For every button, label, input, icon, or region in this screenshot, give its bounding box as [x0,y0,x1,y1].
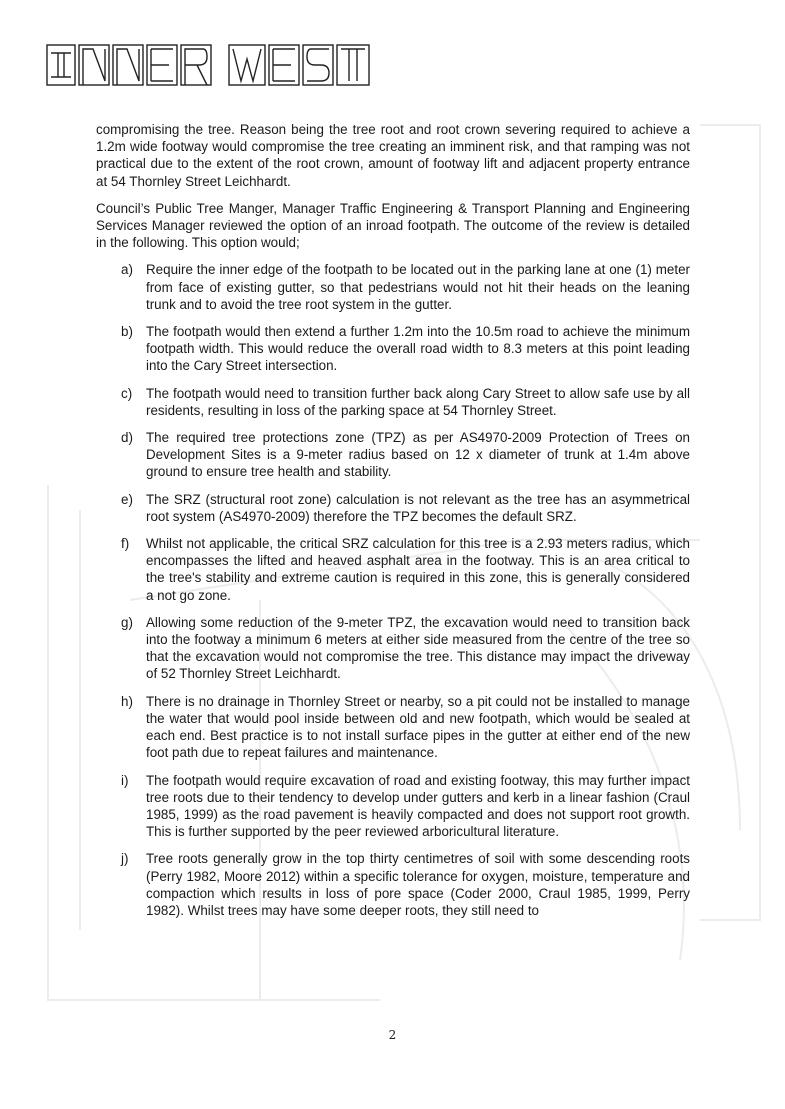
list-item-text: The footpath would need to transition further back along Cary Street to allow safe use by all residents, resulting in loss of the parking space at 54 Thornley Street. [146,385,690,418]
list-marker: f) [121,536,130,552]
list-item-text: The required tree protections zone (TPZ) as per AS4970-2009 Protection of Trees on Development Sites is a 9-meter radius based on 12 x diameter of trunk at 1.4m above ground to ensure tree health and stability. [146,430,690,480]
list-item [96,772,690,841]
list-item-text: Tree roots generally grow in the top thirty centimetres of soil with some descending roots (Perry 1982, Moore 2012) within a specific tolerance for oxygen, moisture, temperature and compaction which results in loss of pore space (Coder 2000, Craul 1985, 1999, Perry 1982). Whilst trees may have some deeper roots, they still need to [146,851,690,918]
list-item [96,261,690,313]
paragraph-2: Council’s Public Tree Manger, Manager Traffic Engineering & Transport Planning and Engineering Services Manager reviewed the option of an inroad footpath. The outcome of the review is detailed in the following. This option would; [96,200,690,251]
list-item [96,614,690,683]
list-marker: d) [121,430,133,446]
list-marker: c) [121,385,133,401]
list-marker: a) [121,262,133,278]
list-marker: b) [121,324,133,340]
list-marker: g) [121,614,133,630]
list-item-text: The footpath would require excavation of road and existing footway, this may further impact tree roots due to their tendency to develop under gutters and kerb in a linear fashion (Craul 1985, 1999) as the road pavement is heavily compacted and does not support root growth. This is further supported by the peer reviewed arboricultural literature. [146,772,690,840]
list-marker: j) [121,851,129,867]
document-body [96,121,690,929]
list-marker: e) [121,491,133,507]
list-item [96,385,690,419]
list-marker: h) [121,693,133,709]
inner-west-logo [46,44,386,86]
paragraph-1: compromising the tree. Reason being the tree root and root crown severing required to achieve a 1.2m wide footway would compromise the tree creating an imminent risk, and that ramping was not practical due to the extent of the root crown, amount of footway lift and adjacent property entrance at 54 Thornley Street Leichhardt. [96,122,690,189]
list-item-text: The SRZ (structural root zone) calculation is not relevant as the tree has an asymmetrical root system (AS4970-2009) therefore the TPZ becomes the default SRZ. [146,491,690,524]
list-item-text: The footpath would then extend a further 1.2m into the 10.5m road to achieve the minimum footpath width. This would reduce the overall road width to 8.3 meters at this point leading into the Cary Street intersection. [146,324,690,374]
list-item-text: Require the inner edge of the footpath to be located out in the parking lane at one (1) meter from face of existing gutter, so that pedestrians would not hit their heads on the leaning trunk and to avoid the tree root system in the gutter. [146,262,690,312]
page-number: 2 [388,1028,397,1042]
list-item [96,491,690,525]
list-item [96,693,690,762]
list-item [96,850,690,919]
list-marker: i) [121,772,129,788]
list-item [96,535,690,604]
list-item [96,429,690,481]
list-item-text: Allowing some reduction of the 9-meter TPZ, the excavation would need to transition back into the footway a minimum 6 meters at either side measured from the centre of the tree so that the excavation would not compromise the tree. This distance may impact the driveway of 52 Thornley Street Leichhardt. [146,614,690,682]
list-item-text: There is no drainage in Thornley Street or nearby, so a pit could not be installed to manage the water that would pool inside between old and new footpath, which would be sealed at each end. Best practice is to not install surface pipes in the gutter at either end of the new foot path due to repeat failures and maintenance. [146,693,690,761]
list-item [96,323,690,375]
option-review-list [96,261,690,919]
list-item-text: Whilst not applicable, the critical SRZ calculation for this tree is a 2.93 meters radius, which encompasses the lifted and heaved asphalt area in the footway. This is an area critical to the tree's stability and extreme caution is required in this zone, this is generally considered a not go zone. [146,536,690,603]
